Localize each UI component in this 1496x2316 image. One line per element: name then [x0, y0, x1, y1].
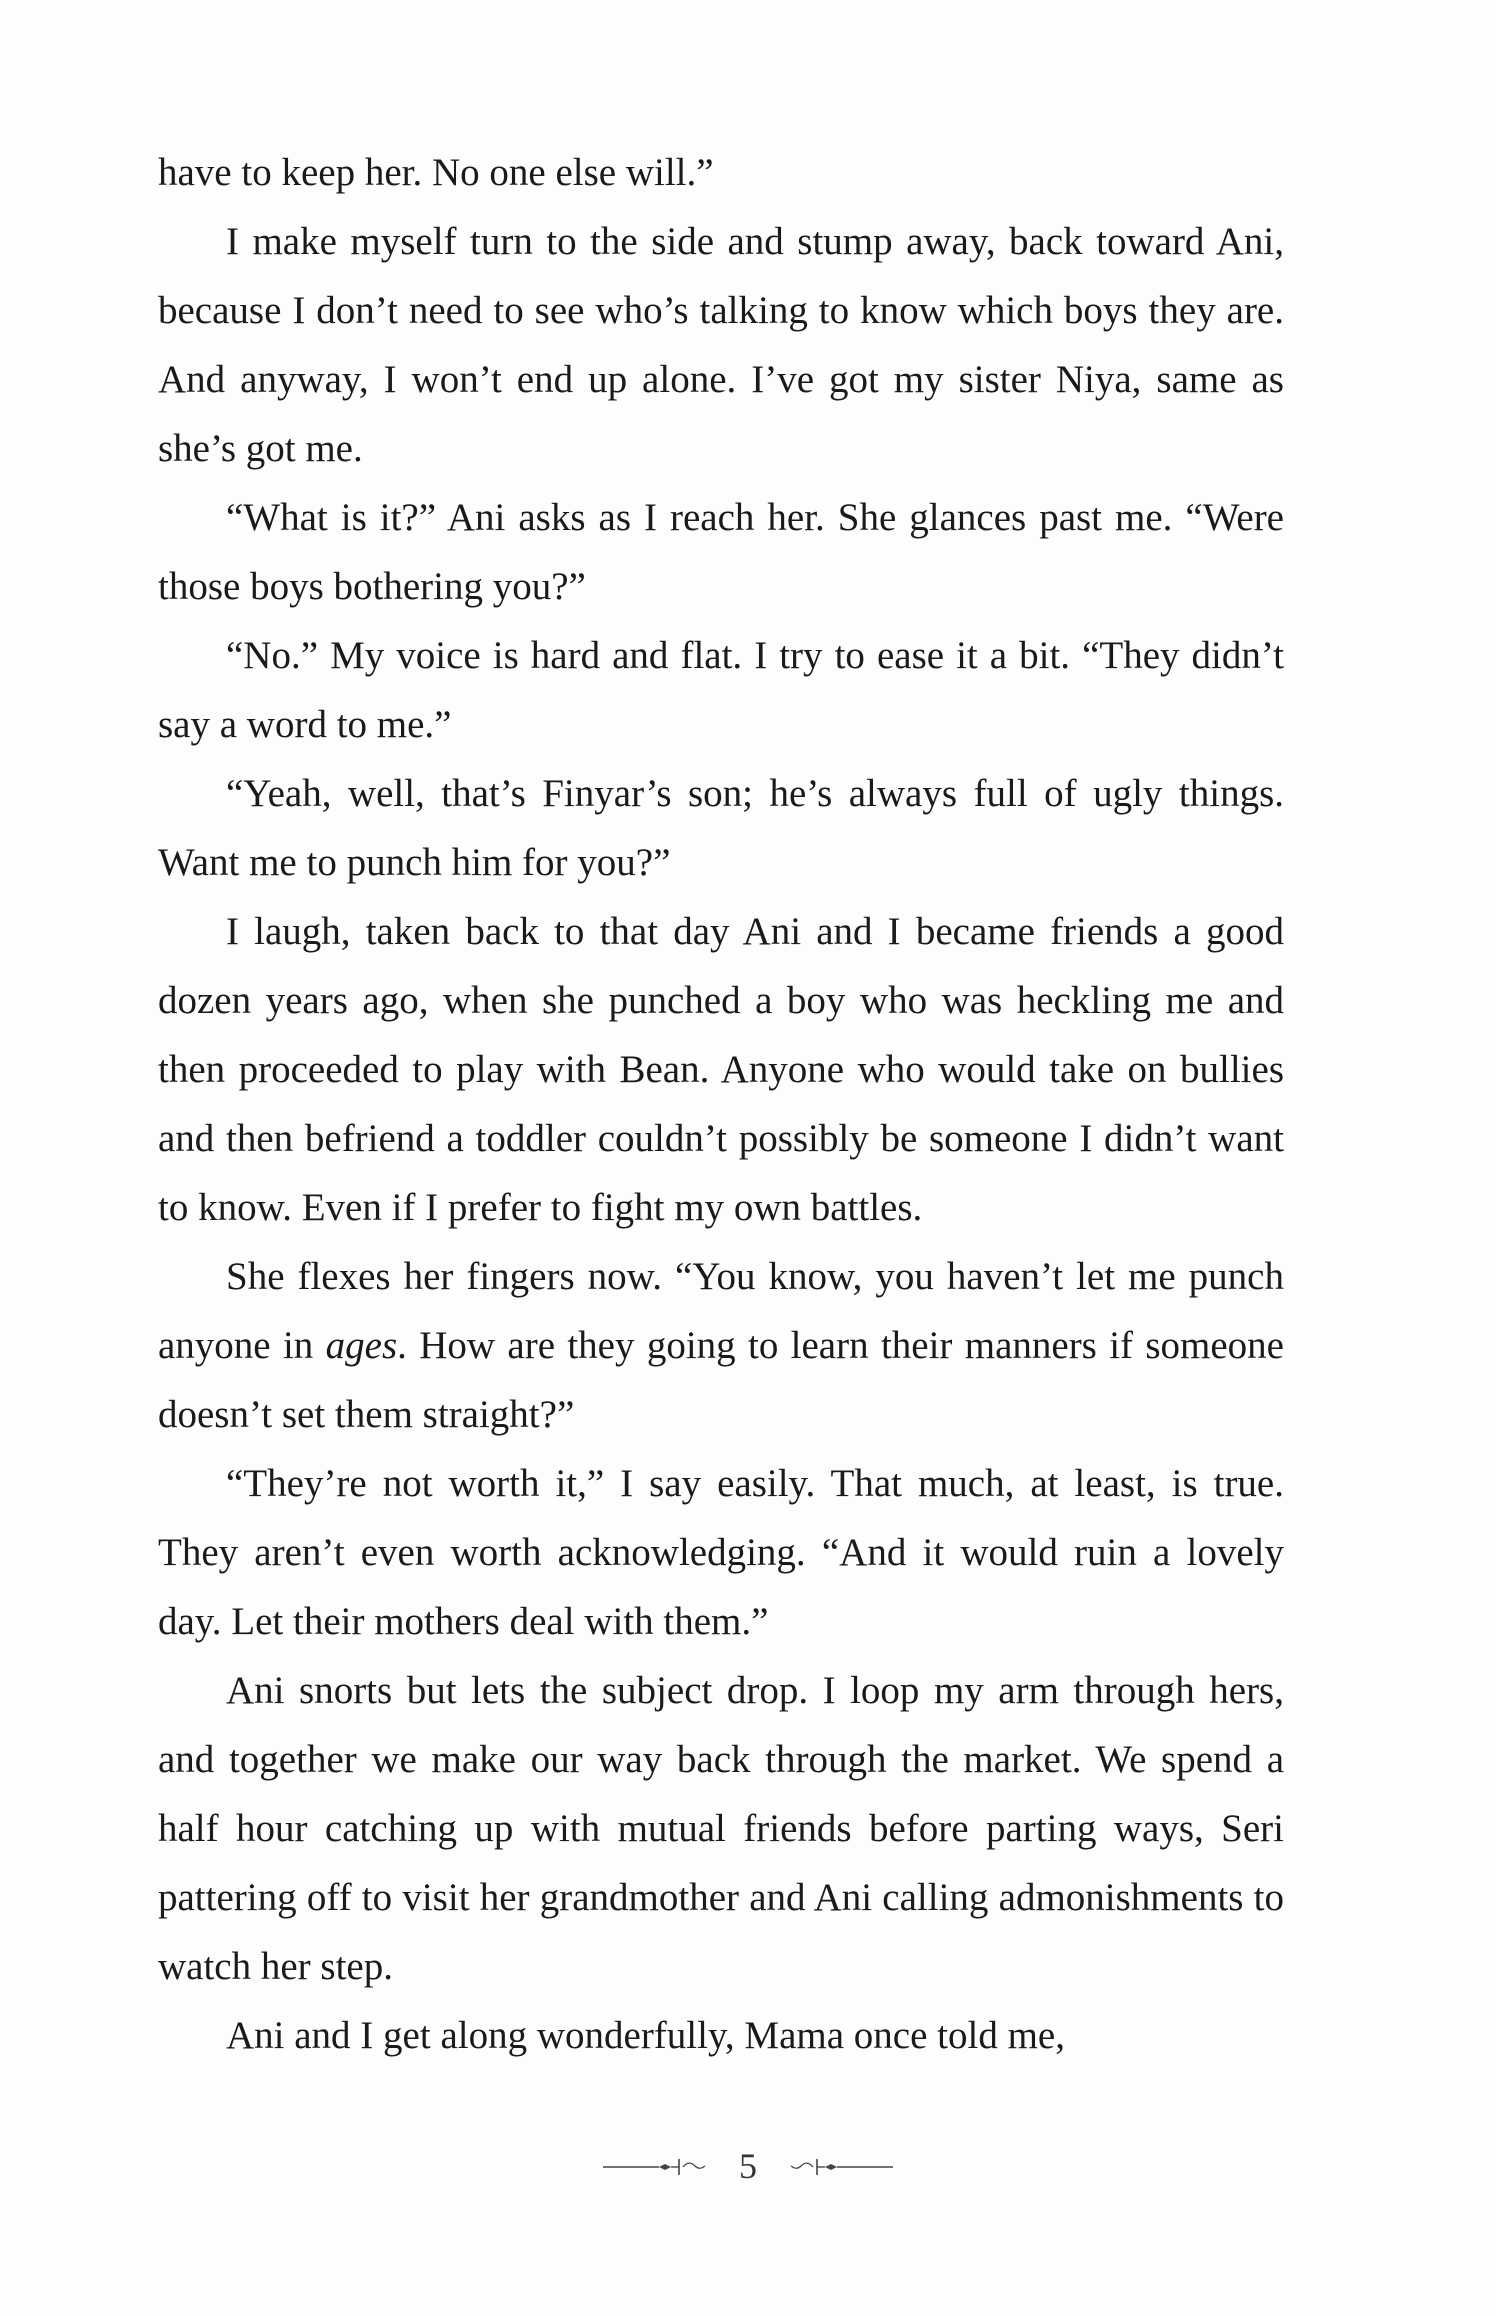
page-number: 5 [739, 2146, 757, 2186]
text-run: She flexes her fingers now. “You know, you haven’t let me punch anyone in [158, 1255, 1284, 1367]
paragraph [158, 1656, 1284, 2001]
text-run: “What is it?” Ani asks as I reach her. She glances past me. “Were those boys bothering you?” [158, 496, 1284, 608]
text-run: . How are they going to learn their manners if someone doesn’t set them straight?” [158, 1324, 1284, 1436]
paragraph [158, 2001, 1284, 2070]
italic-text: ages [325, 1324, 398, 1367]
text-run: “No.” My voice is hard and flat. I try to ease it a bit. “They didn’t say a word to me.” [158, 634, 1284, 746]
paragraph [158, 207, 1284, 483]
paragraph [158, 483, 1284, 621]
text-run: I laugh, taken back to that day Ani and I became friends a good dozen years ago, when she punched a boy who was heckling me and then proceeded to play with Bean. Anyone who would take on bullies and then befriend a toddler couldn’t possibly be someone I didn’t want to know. Even if I prefer to fight my own battles. [158, 910, 1284, 1229]
paragraph [158, 1242, 1284, 1449]
text-run: Ani snorts but lets the subject drop. I loop my arm through hers, and together we make our way back through the market. We spend a half hour catching up with mutual friends before parting ways, Seri pattering off to visit her grandmother and Ani calling admonishments to watch her step. [158, 1669, 1284, 1988]
vine-flourish-left-icon [599, 2156, 709, 2176]
text-run: Ani and I get along wonderfully, Mama once told me, [226, 2014, 1065, 2057]
body-text [158, 138, 1284, 2070]
paragraph [158, 138, 1284, 207]
vine-flourish-right-icon [787, 2156, 897, 2176]
text-run: “Yeah, well, that’s Finyar’s son; he’s always full of ugly things. Want me to punch him for you?” [158, 772, 1284, 884]
paragraph [158, 759, 1284, 897]
text-run: “They’re not worth it,” I say easily. That much, at least, is true. They aren’t even worth acknowledging. “And it would ruin a lovely day. Let their mothers deal with them.” [158, 1462, 1284, 1643]
page-footer [0, 2146, 1496, 2186]
paragraph [158, 621, 1284, 759]
paragraph [158, 897, 1284, 1242]
text-run: have to keep her. No one else will.” [158, 151, 714, 194]
paragraph [158, 1449, 1284, 1656]
text-run: I make myself turn to the side and stump away, back toward Ani, because I don’t need to see who’s talking to know which boys they are. And anyway, I won’t end up alone. I’ve got my sister Niya, same as she’s got me. [158, 220, 1284, 470]
